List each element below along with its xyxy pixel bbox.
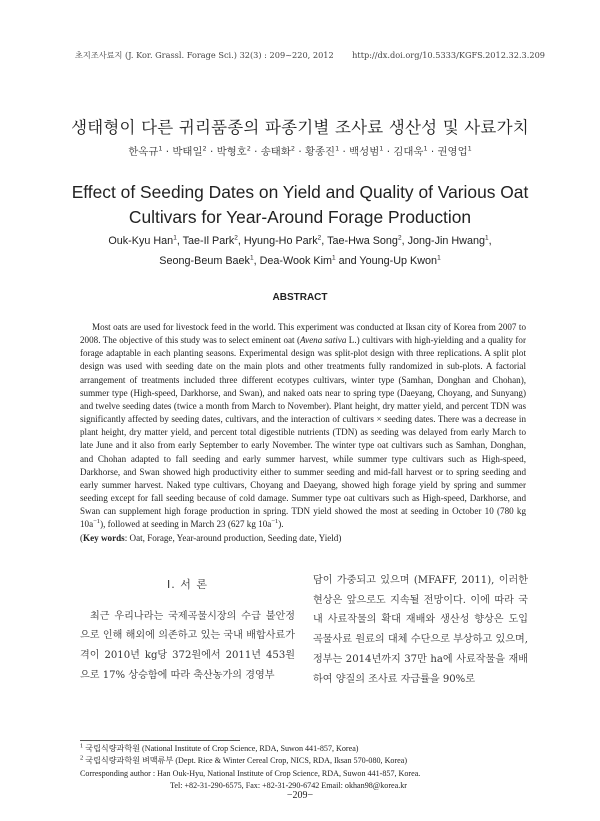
intro-right-column — [313, 571, 528, 689]
korean-author-name: 권영업 — [437, 146, 468, 158]
english-title — [0, 180, 600, 230]
keywords: (Key words: Oat, Forage, Year-around production, Seeding date, Yield) — [80, 532, 342, 543]
english-author-name: Ouk-Kyu Han — [108, 235, 174, 247]
species-name: Avena sativa — [300, 335, 347, 346]
affiliation-mark: 1 — [423, 144, 428, 153]
page-number: −209− — [286, 790, 314, 801]
corresponding-author: Corresponding author : Han Ouk-Hyu, National Institute of Crop Science, RDA, Suwon 441-857, Korea. — [80, 768, 421, 778]
affiliation-mark: 2 — [397, 234, 402, 242]
affiliation-mark: 2 — [234, 234, 238, 242]
english-authors-line-2: Seong-Beum Baek$^1$, Dea-Wook Kim$^1$ and Young-Up Kwon$^1$ — [159, 254, 441, 267]
footnotes — [80, 743, 530, 792]
korean-author-name: 백성범 — [349, 146, 380, 158]
korean-author-name: 김대욱 — [393, 146, 424, 158]
affiliation-mark: 2 — [317, 234, 322, 242]
affiliation-mark: 1 — [158, 144, 163, 153]
korean-authors: 한옥규$^1$ · 박태일$^2$ · 박형호$^2$ · 송태화$^2$ · 황종진$^1$ · 백성범$^1$ · 김대욱$^1$ · 권영업$^1$ — [128, 144, 472, 158]
affiliation-mark: 1 — [173, 234, 177, 242]
running-header — [75, 50, 545, 61]
affiliation-mark: 2 — [246, 144, 251, 153]
korean-title: 생태형이 다른 귀리품종의 파종기별 조사료 생산성 및 사료가치 — [71, 118, 529, 137]
english-author-name: Tae-Il Park — [182, 235, 235, 247]
keywords-list: : Oat, Forage, Year-around production, Seeding date, Yield — [124, 532, 339, 543]
english-author-name: Tae-Hwa Song — [327, 235, 398, 247]
english-author-name: Dea-Wook Kim — [259, 255, 332, 267]
affiliation-mark: 1 — [249, 254, 254, 262]
english-author-name: Jong-Jin Hwang — [407, 235, 485, 247]
keywords-label: Key words — [83, 532, 125, 543]
korean-author-name: 한옥규 — [128, 146, 159, 158]
footnote-1: $^1$ 국립식량과학원 (National Institute of Crop Science, RDA, Suwon 441-857, Korea) — [80, 742, 359, 753]
intro-left-column — [80, 575, 295, 686]
english-author-name: Seong-Beum Baek — [159, 255, 250, 267]
korean-author-name: 박형호 — [216, 146, 247, 158]
affiliation-mark: 1 — [437, 254, 441, 262]
english-title-line-1: Effect of Seeding Dates on Yield and Quality of Various Oat — [71, 182, 529, 202]
intro-paragraph-right: 담이 가중되고 있으며 (MFAFF, 2011), 이러한 현상은 앞으로도 지속될 전망이다. 이에 따라 국내 사료작물의 확대 재배와 생산성 향상은 도입 곡물사료 원료의 대체 수단으로 부상하고 있으며, 정부는 2014년까지 37만 ha에 사료작물을 재배하여 양질의 조사료 자급률을 90%로 — [313, 575, 528, 685]
english-author-name: Young-Up Kwon — [359, 255, 438, 267]
abstract-text: Most oats are used for livestock feed in the world. This experiment was conducted at Iksan city of Korea from 2007 to 2008. The objective of this study was to select eminent oat (Avena sativa L.) cultivars with high-yielding and a quality for forage adaptable in each planting seasons. Experimental design was split-plot design with three replications. A split plot design was used with seeding date on the main plots and other treatments fully randomized in sub-plots. A factorial arrangement of treatments included three different ecotypes cultivars, winter type (Samhan, Donghan and Chohan), summer type (High-speed, Darkhorse, and Swan), and naked oats near to spring type (Daeyang, Choyang, and Sunyang) and twelve seeding dates (twice a month from March to November). Plant height, dry matter yield, and percent TDN was significantly affected by seeding dates, cultivars, and the interaction of cultivars × seeding dates. There was a decrease in plant height, dry matter yield, and percent total digestible nutrients (TDN) as seeding was delayed from early March to late June and it also from early September to early November. The winter type oat cultivars such as Samhan, Donghan, and Chohan adapted to fall seeding and early summer harvest, while summer type cultivars such as High-speed, Darkhorse, and Swan showed high productivity either to summer seeding and mid-fall harvest or to spring seeding and early summer harvest. Naked type cultivars, Choyang and Daeyang, showed high forage yield by spring and summer seeding except for fall seeding because of cold damage. Summer type oat cultivars such as High-speed, Darkhorse, and Swan can supplement high forage production in spring. TDN yield showed the most at seeding in October 10 (780 kg $10a^{-1}$), followed at seeding in March 23 (627 kg $10a^{-1}$). — [80, 322, 526, 530]
affiliation-mark: 2 — [202, 144, 207, 153]
contact-info: Tel: +82-31-290-6575, Fax: +82-31-290-6742 Email: okhan98@korea.kr — [170, 780, 407, 790]
english-authors — [0, 231, 600, 271]
affiliation-mark: 1 — [484, 234, 489, 242]
english-author-name: Hyung-Ho Park — [243, 235, 318, 247]
affiliation-mark: 2 — [290, 144, 296, 153]
affiliation-mark: 1 — [467, 144, 472, 153]
english-title-line-2: Cultivars for Year-Around Forage Production — [128, 207, 472, 227]
doi-link[interactable]: http://dx.doi.org/10.5333/KGFS.2012.32.3.209 — [352, 50, 545, 60]
intro-paragraph-left: 최근 우리나라는 국제곡물시장의 수급 불안정으로 인해 해외에 의존하고 있는 국내 배합사료가격이 2010년 kg당 372원에서 2011년 453원으로 17% 상승함에 따라 축산농가의 경영부 — [80, 610, 295, 681]
footnote-2: $^2$ 국립식량과학원 벼맥류부 (Dept. Rice & Winter Cereal Crop, NICS, RDA, Iksan 570-080, Korea) — [80, 754, 408, 766]
korean-author-name: 황종진 — [304, 146, 336, 158]
korean-author-name: 송태화 — [260, 146, 291, 158]
english-authors-line-1: Ouk-Kyu Han$^1$, Tae-Il Park$^2$, Hyung-Ho Park$^2$, Tae-Hwa Song$^2$, Jong-Jin Hwang$^1$, — [108, 234, 492, 247]
affiliation-mark: 1 — [331, 254, 336, 262]
abstract-body — [80, 321, 526, 545]
affiliation-mark: 1 — [335, 144, 340, 153]
section-heading-introduction: Ⅰ. 서 론 — [167, 578, 208, 591]
abstract-heading: ABSTRACT — [272, 292, 328, 303]
affiliation-mark: 1 — [379, 144, 384, 153]
journal-citation: 초지조사료지 (J. Kor. Grassl. Forage Sci.) 32(3) : 209~220, 2012 — [75, 50, 334, 60]
korean-author-name: 박태일 — [172, 146, 203, 158]
footnote-divider — [80, 740, 240, 741]
